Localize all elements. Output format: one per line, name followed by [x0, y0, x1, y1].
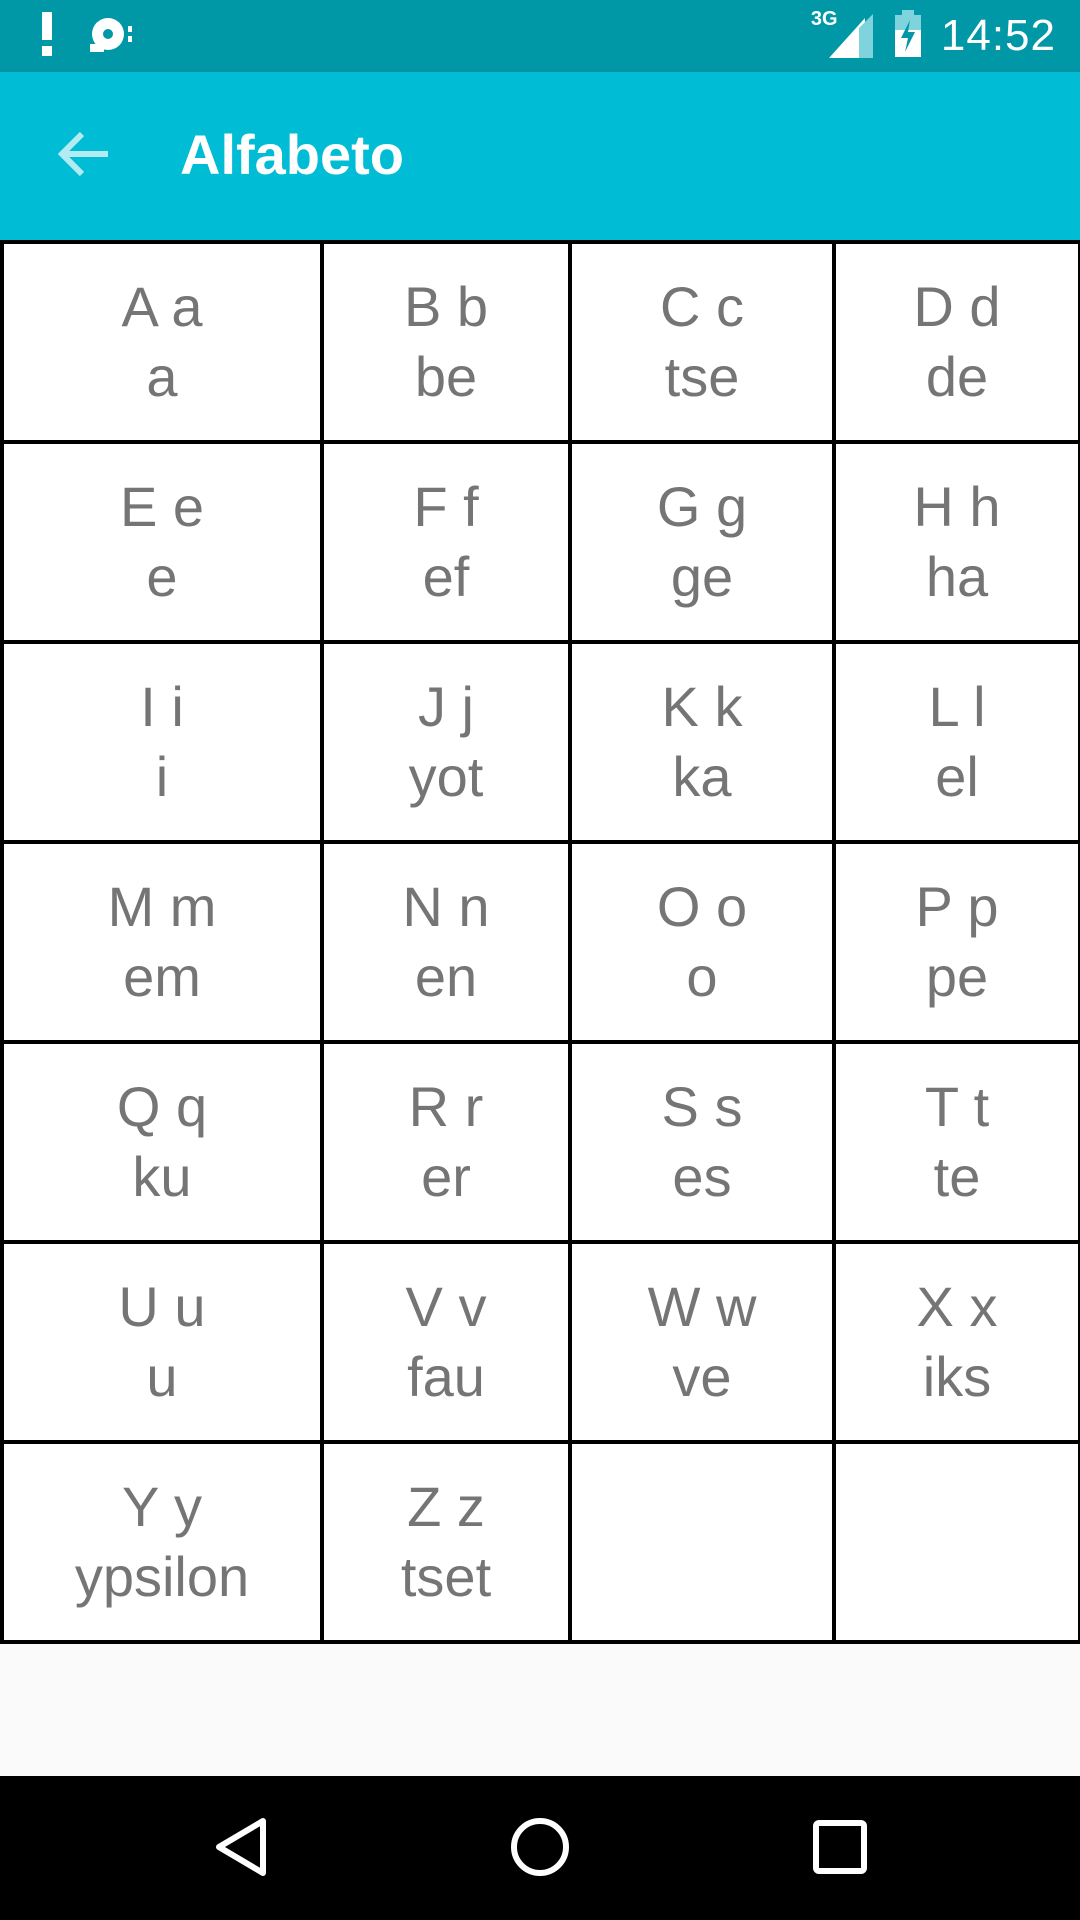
letter-pair: P p [915, 875, 999, 938]
letter-name: er [421, 1145, 471, 1208]
signal-icon [810, 8, 875, 60]
letter-name: tse [664, 345, 740, 408]
letter-pair: X x [916, 1275, 998, 1338]
letter-pair: O o [656, 875, 748, 938]
letter-pair: N n [402, 875, 490, 938]
app-bar [0, 72, 1080, 240]
back-triangle-icon [211, 1815, 271, 1884]
letter-cell[interactable] [0, 440, 324, 644]
letter-pair: V v [405, 1275, 487, 1338]
system-icons [810, 8, 1056, 64]
letter-name: de [925, 345, 989, 408]
status-bar [0, 0, 1080, 72]
alphabet-grid [0, 240, 1080, 1640]
sync-icon [90, 14, 136, 59]
letter-cell[interactable] [320, 1440, 572, 1644]
letter-name: en [414, 945, 478, 1008]
letter-name: em [123, 945, 201, 1008]
letter-name: ka [672, 745, 732, 808]
battery-charging-icon [893, 10, 923, 63]
letter-pair: B b [403, 275, 489, 338]
letter-name: u [146, 1345, 178, 1408]
letter-name: te [933, 1145, 981, 1208]
letter-name: pe [925, 945, 989, 1008]
letter-pair: W w [647, 1275, 757, 1338]
letter-cell[interactable] [568, 240, 836, 444]
recents-square-icon [812, 1819, 868, 1880]
letter-cell[interactable] [832, 1240, 1080, 1444]
letter-pair: G g [656, 475, 748, 538]
letter-pair: S s [661, 1075, 743, 1138]
letter-cell[interactable] [0, 840, 324, 1044]
letter-pair: U u [118, 1275, 206, 1338]
letter-cell[interactable] [0, 240, 324, 444]
navigation-bar [0, 1776, 1080, 1920]
letter-cell[interactable] [568, 840, 836, 1044]
letter-name: tset [400, 1545, 492, 1608]
letter-pair: J j [418, 675, 474, 738]
alert-icon [40, 12, 54, 61]
letter-name: i [155, 745, 169, 808]
letter-pair: Z z [407, 1475, 485, 1538]
letter-cell[interactable] [320, 1040, 572, 1244]
letter-name: es [672, 1145, 732, 1208]
home-circle-icon [508, 1815, 572, 1884]
letter-cell[interactable] [0, 1240, 324, 1444]
letter-cell[interactable] [568, 440, 836, 644]
letter-cell[interactable] [568, 1040, 836, 1244]
letter-name: ku [132, 1145, 192, 1208]
letter-cell[interactable] [320, 840, 572, 1044]
letter-cell[interactable] [832, 1040, 1080, 1244]
letter-cell[interactable] [832, 240, 1080, 444]
letter-name: ge [670, 545, 734, 608]
letter-cell[interactable] [0, 1440, 324, 1644]
letter-pair: Y y [122, 1475, 202, 1538]
letter-pair: I i [140, 675, 184, 738]
nav-home-button[interactable] [495, 1804, 585, 1894]
letter-cell[interactable] [320, 640, 572, 844]
nav-back-button[interactable] [196, 1804, 286, 1894]
letter-pair: R r [408, 1075, 484, 1138]
network-type-label: 3G [810, 8, 838, 30]
letter-name: e [146, 545, 178, 608]
letter-cell[interactable] [832, 640, 1080, 844]
letter-cell[interactable] [320, 1240, 572, 1444]
letter-cell[interactable] [0, 640, 324, 844]
clock: 14:52 [940, 11, 1056, 60]
letter-pair: M m [107, 875, 217, 938]
letter-name: el [935, 745, 979, 808]
letter-pair: H h [913, 475, 1001, 538]
letter-name: a [146, 345, 178, 408]
letter-cell[interactable] [832, 1440, 1080, 1644]
letter-name: ypsilon [74, 1545, 250, 1608]
letter-name: fau [407, 1345, 485, 1408]
letter-pair: F f [413, 475, 479, 538]
letter-pair: D d [913, 275, 1001, 338]
letter-pair: C c [660, 275, 744, 338]
notification-icons [40, 12, 136, 60]
letter-name: be [414, 345, 478, 408]
letter-pair: T t [924, 1075, 990, 1138]
letter-name: ve [672, 1345, 732, 1408]
letter-name: o [686, 945, 718, 1008]
back-button[interactable] [36, 108, 132, 204]
letter-pair: Q q [116, 1075, 208, 1138]
letter-pair: K k [661, 675, 743, 738]
page-title: Alfabeto [180, 123, 404, 186]
letter-cell[interactable] [568, 1240, 836, 1444]
letter-name: ha [925, 545, 989, 608]
letter-pair: L l [928, 675, 986, 738]
letter-cell[interactable] [832, 440, 1080, 644]
letter-cell[interactable] [832, 840, 1080, 1044]
nav-recents-button[interactable] [795, 1804, 885, 1894]
letter-pair: E e [119, 475, 205, 538]
letter-name: iks [922, 1345, 992, 1408]
letter-name: ef [422, 545, 470, 608]
arrow-back-icon [58, 130, 110, 183]
letter-cell[interactable] [568, 1440, 836, 1644]
letter-cell[interactable] [568, 640, 836, 844]
letter-pair: A a [121, 275, 203, 338]
letter-cell[interactable] [320, 440, 572, 644]
letter-cell[interactable] [320, 240, 572, 444]
letter-name: yot [408, 745, 484, 808]
letter-cell[interactable] [0, 1040, 324, 1244]
